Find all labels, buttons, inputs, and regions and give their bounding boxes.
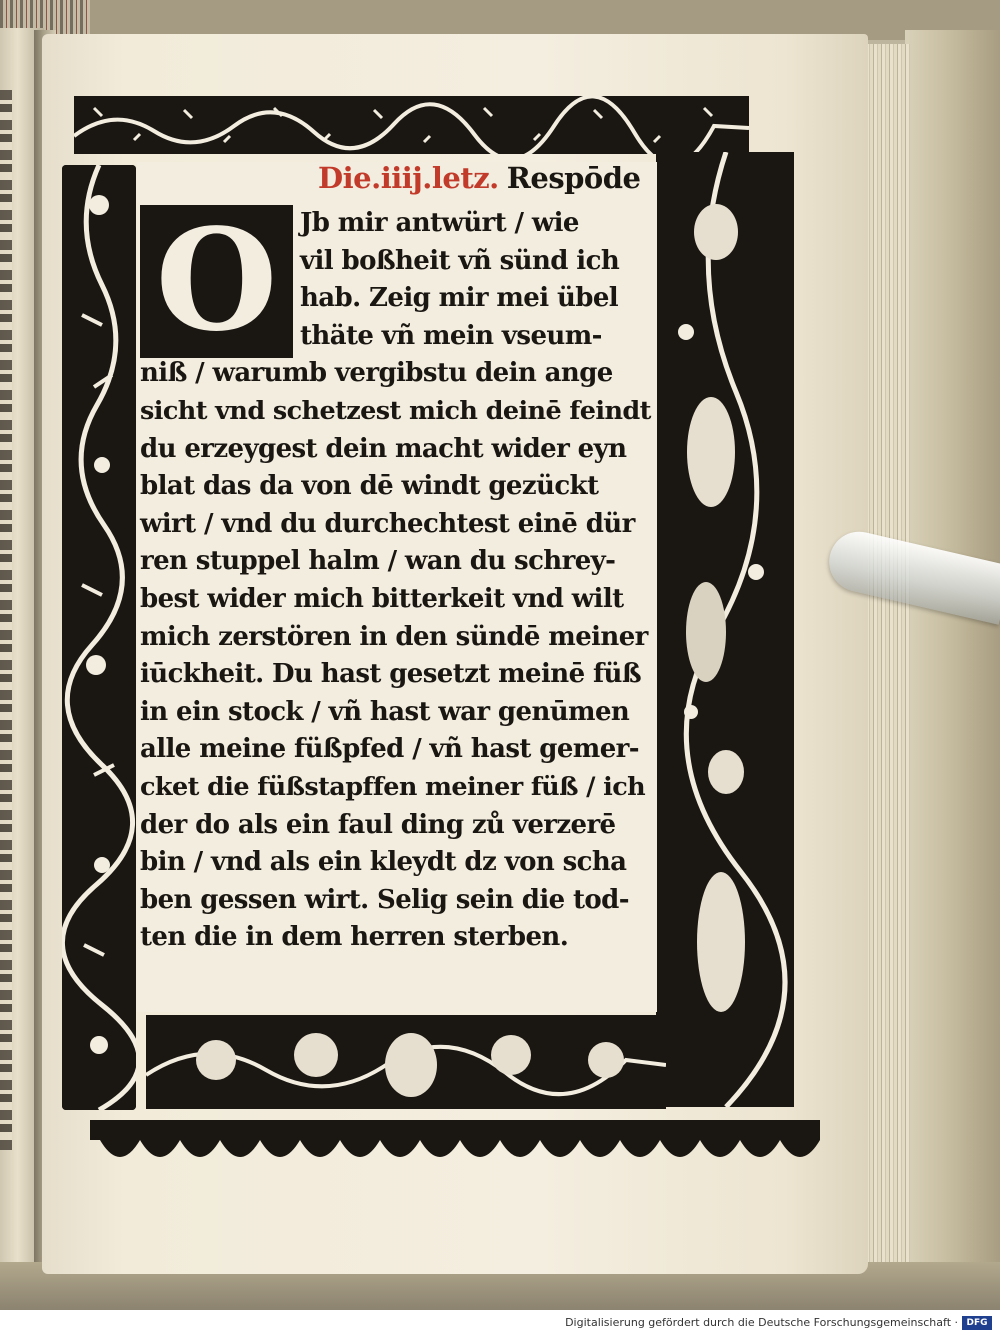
rubric-heading: Die.iiij.letz. — [318, 161, 499, 195]
footer-bar — [0, 1310, 1000, 1337]
text-line: du erzeygest dein macht wider eyn — [140, 433, 627, 464]
text-line: sicht vnd schetzest mich deinē feindt — [140, 396, 651, 426]
left-woodcut-border — [62, 165, 136, 1110]
facing-page-text-edge — [0, 90, 12, 1150]
text-line: ten die in dem herren sterben. — [140, 922, 569, 953]
text-line: vil boßheit vñ sünd ich — [300, 245, 620, 276]
dfg-logo: DFG — [962, 1316, 992, 1330]
chapter-heading — [318, 158, 658, 198]
text-line: der do als ein faul ding zů verzerē — [140, 809, 616, 840]
text-line: hab. Zeig mir mei übel — [300, 283, 619, 314]
text-line: blat das da von dē windt gezückt — [140, 471, 599, 502]
text-line: mich zerstören in den sündē meiner — [140, 621, 648, 652]
text-line: wirt / vnd du durchechtest einē dür — [140, 508, 635, 539]
top-woodcut-border — [74, 96, 749, 154]
book-cover-right — [905, 30, 1000, 1310]
text-line: ren stuppel halm / wan du schrey- — [140, 546, 616, 577]
text-line: alle meine füßpfed / vñ hast gemer- — [140, 734, 639, 765]
text-line: iūckheit. Du hast gesetzt meinē füß — [140, 659, 642, 690]
funding-credit: Digitalisierung gefördert durch die Deutsche Forschungsgemeinschaft · — [565, 1316, 958, 1329]
right-woodcut-border — [656, 152, 794, 1107]
text-line: ben gessen wirt. Selig sein die tod- — [140, 884, 629, 915]
text-line: in ein stock / vñ hast war genūmen — [140, 696, 630, 727]
decorated-initial: O — [155, 199, 278, 363]
text-line: cket die füßstapffen meiner füß / ich — [140, 772, 646, 802]
text-line: niß / warumb vergibstu dein ange — [140, 358, 613, 389]
text-line: thäte vñ mein vseum- — [300, 320, 602, 351]
bottom-woodcut-border — [146, 1015, 666, 1109]
text-line: best wider mich bitterkeit vnd wilt — [140, 584, 624, 614]
text-line: bin / vnd als ein kleydt dz von scha — [140, 847, 627, 878]
text-line: Jb mir antwürt / wie — [300, 208, 579, 238]
scalloped-lower-border — [90, 1120, 820, 1174]
heading-continuation: Respōde — [506, 161, 641, 195]
